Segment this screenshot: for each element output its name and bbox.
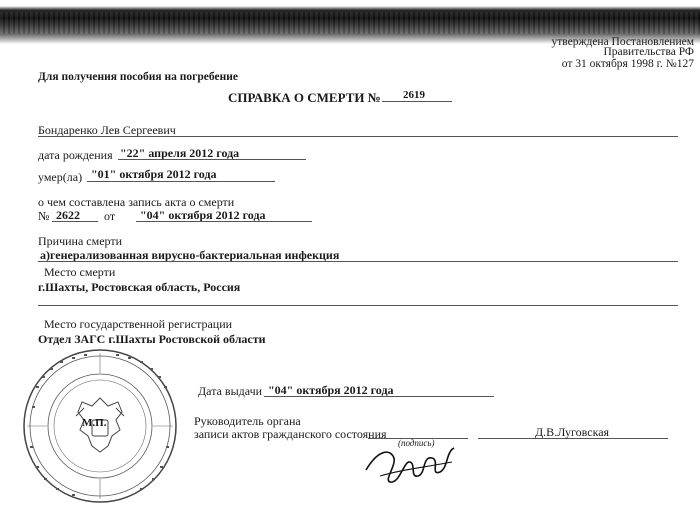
approval-line-1: утверждена Постановлением: [551, 36, 694, 48]
signatory-role-line-1: Руководитель органа: [194, 414, 301, 428]
approval-line-2: Правительства РФ: [603, 46, 694, 58]
deceased-name: Бондаренко Лев Сергеевич: [38, 123, 176, 137]
cause-label: Причина смерти: [38, 234, 123, 248]
certificate-number: 2619: [403, 89, 425, 101]
death-place-underline: [38, 305, 678, 306]
signatory-role-line-2: записи актов гражданского состояния: [194, 427, 387, 441]
certificate-title: СПРАВКА О СМЕРТИ №: [228, 90, 381, 105]
registration-label: Место государственной регистрации: [44, 317, 233, 331]
official-seal: [20, 346, 180, 506]
issue-date-value: "04" октября 2012 года: [268, 383, 394, 397]
purpose-text: Для получения пособия на погребение: [38, 71, 238, 83]
approval-line-3: от 31 октября 1998 г. №127: [561, 58, 694, 70]
death-date-label: умер(ла): [38, 170, 83, 184]
death-date-underline: [87, 181, 275, 182]
death-place-label: Место смерти: [44, 265, 116, 279]
handwritten-signature: [360, 440, 460, 490]
issue-date-underline: [264, 396, 494, 397]
seal-center-text: М.П.: [82, 417, 107, 429]
birth-date-underline: [118, 159, 306, 160]
record-label: о чем составлена запись акта о смерти: [38, 195, 235, 209]
signature-graphic: [360, 440, 460, 490]
name-underline: [38, 136, 678, 137]
death-date-value: "01" октября 2012 года: [91, 167, 217, 181]
signature-caption: (подпись): [398, 438, 435, 448]
record-number-underline: [52, 221, 98, 222]
cause-underline: [38, 261, 678, 262]
birth-date-label: дата рождения: [38, 148, 113, 162]
record-date: "04" октября 2012 года: [140, 208, 266, 222]
birth-date-value: "22" апреля 2012 года: [120, 146, 240, 160]
record-number-sign: №: [38, 209, 50, 223]
record-from-label: от: [104, 209, 116, 223]
registration-office: Отдел ЗАГС г.Шахты Ростовской области: [38, 332, 266, 346]
cause-value: а)генерализованная вирусно-бактериальная инфекция: [40, 248, 340, 262]
certificate-number-underline: [382, 101, 452, 102]
death-place-value: г.Шахты, Ростовская область, Россия: [38, 280, 241, 294]
record-number: 2622: [56, 208, 80, 222]
signatory-name: Д.В.Луговская: [535, 425, 610, 439]
issue-date-label: Дата выдачи: [198, 384, 263, 398]
record-date-underline: [136, 221, 312, 222]
